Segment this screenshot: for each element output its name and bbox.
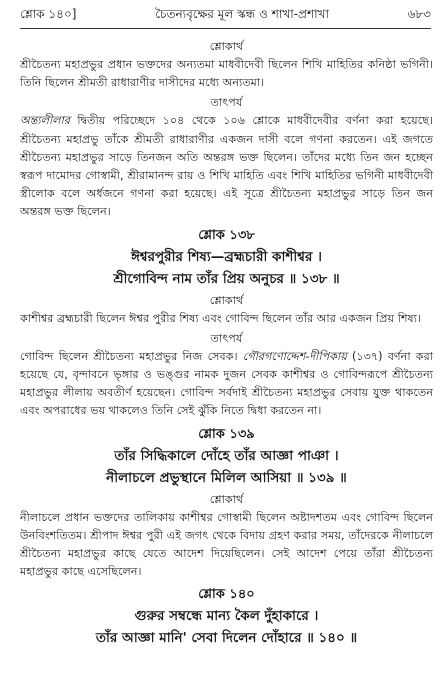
purport-italic-title: গৌরগণোদ্দেশ-দীপিকায় (242, 349, 347, 363)
verse-line: নীলাচলে প্রভুস্থানে মিলিল আসিয়া ॥ ১৩৯ ॥ (106, 469, 347, 486)
purport-text: (১৩৭) বর্ণনা করা হয়েছে যে, বৃন্দাবনে ভৃঙ্গার ও ভঙ্গুর নামক দুজন সেবক কাশীশ্বর ও গোবিন্দরূপে শ্রীচৈতন্য মহাপ্রভুর লীলায় অবতীর্ণ হয়েছেন। গোবিন্দ সর্বদাই শ্রীচৈতন্য মহাপ্রভুর সেবায় যুক্ত থাকতেন এবং অপরাধের ভয় থাকলেও তিনি সেই ঝুঁকি নিতে দ্বিধা করতেন না। (20, 349, 433, 418)
page-header (20, 6, 431, 29)
verse-heading: শ্লোক ১৪০ (198, 587, 255, 603)
purport-paragraph (20, 112, 433, 221)
purport-heading: তাৎপর্য (210, 331, 243, 345)
verse-heading: শ্লোক ১৩৯ (198, 426, 255, 442)
purport-heading: তাৎপর্য (210, 96, 243, 110)
translation-heading: শ্লোকার্থ (209, 492, 244, 506)
purport-text: গোবিন্দ ছিলেন শ্রীচৈতন্য মহাপ্রভুর নিজ সেবক। (20, 349, 243, 363)
verse-line: গুরুর সম্বন্ধে মান্য কৈল দুঁহাকারে । (134, 608, 319, 625)
translation-text: কাশীশ্বর ব্রহ্মচারী ছিলেন ঈশ্বর পুরীর শিষ্য এবং গোবিন্দ ছিলেন তাঁর আর একজন প্রিয় শিষ্য। (20, 311, 421, 325)
translation-text: শ্রীচৈতন্য মহাপ্রভুর প্রধান ভক্তদের অন্যতমা মাধবীদেবী ছিলেন শিখি মাহিতির কনিষ্ঠা ভগিনী। তিনি ছিলেন শ্রীমতী রাধারাণীর দাসীদের মধ্যে অন্যতমা। (20, 58, 433, 90)
verse-heading: শ্লোক ১৩৮ (198, 227, 255, 243)
header-verse-ref: শ্লোক ১৪০] (20, 7, 77, 21)
page-content (20, 36, 433, 649)
verse-line: তাঁর আজ্ঞা মানি' সেবা দিলেন দোঁহারে ॥ ১৪০ ॥ (95, 630, 358, 647)
verse-line: শ্রীগোবিন্দ নাম তাঁর প্রিয় অনুচর ॥ ১৩৮ ॥ (113, 270, 340, 287)
verse-line: তাঁর সিদ্ধিকালে দোঁহে তাঁর আজ্ঞা পাঞা । (114, 447, 339, 464)
translation-heading: শ্লোকার্থ (209, 40, 244, 53)
verse-line: ঈশ্বরপুরীর শিষ্য—ব্রহ্মচারী কাশীশ্বর । (131, 248, 322, 265)
purport-italic-title: অন্ত্যলীলার (20, 114, 70, 128)
header-page-number: ৬৮৩ (407, 7, 431, 21)
purport-paragraph (20, 348, 433, 421)
header-chapter-title: চৈতন্যবৃক্ষের মূল স্কন্ধ ও শাখা-প্রশাখা (155, 7, 329, 21)
translation-heading: শ্লোকার্থ (209, 293, 244, 307)
translation-text: নীলাচলে প্রধান ভক্তদের তালিকায় কাশীশ্বর গোস্বামী ছিলেন অষ্টাদশতম এবং গোবিন্দ ছিলেন উনবিংশতিতম। শ্রীপাদ ঈশ্বর পুরী এই জগৎ থেকে বিদায় গ্রহণ করার সময়, তাঁদেরকে নীলাচলে শ্রীচৈতন্য মহাপ্রভুর কাছে যেতে আদেশ দিয়েছিলেন। সেই আদেশ পেয়ে তাঁরা শ্রীচৈতন্য মহাপ্রভুর কাছে এসেছিলেন। (20, 510, 433, 579)
purport-text: দ্বিতীয় পরিচ্ছেদে ১০৪ থেকে ১০৬ শ্লোকে মাধবীদেবীর বর্ণনা করা হয়েছে। শ্রীচৈতন্য মহাপ্রভু তাঁকে শ্রীমতী রাধারাণীর একজন দাসী বলে গণনা করতেন। এই জগতে শ্রীচৈতন্য মহাপ্রভুর সাড়ে তিনজন অতি অন্তরঙ্গ ভক্ত ছিলেন। তাঁদের মধ্যে তিন জন হচ্ছেন স্বরূপ দামোদর গোস্বামী, শ্রীরামানন্দ রায় ও শিখি মাহিতি এবং শিখি মাহিতির ভগিনী মাধবীদেবী স্ত্রীলোক বলে অর্ধজনে গণনা করা হয়েছে। এই সূত্রে শ্রীচৈতন্য মহাপ্রভুর সাড়ে তিন জন অন্তরঙ্গ ভক্ত ছিলেন। (20, 114, 433, 219)
